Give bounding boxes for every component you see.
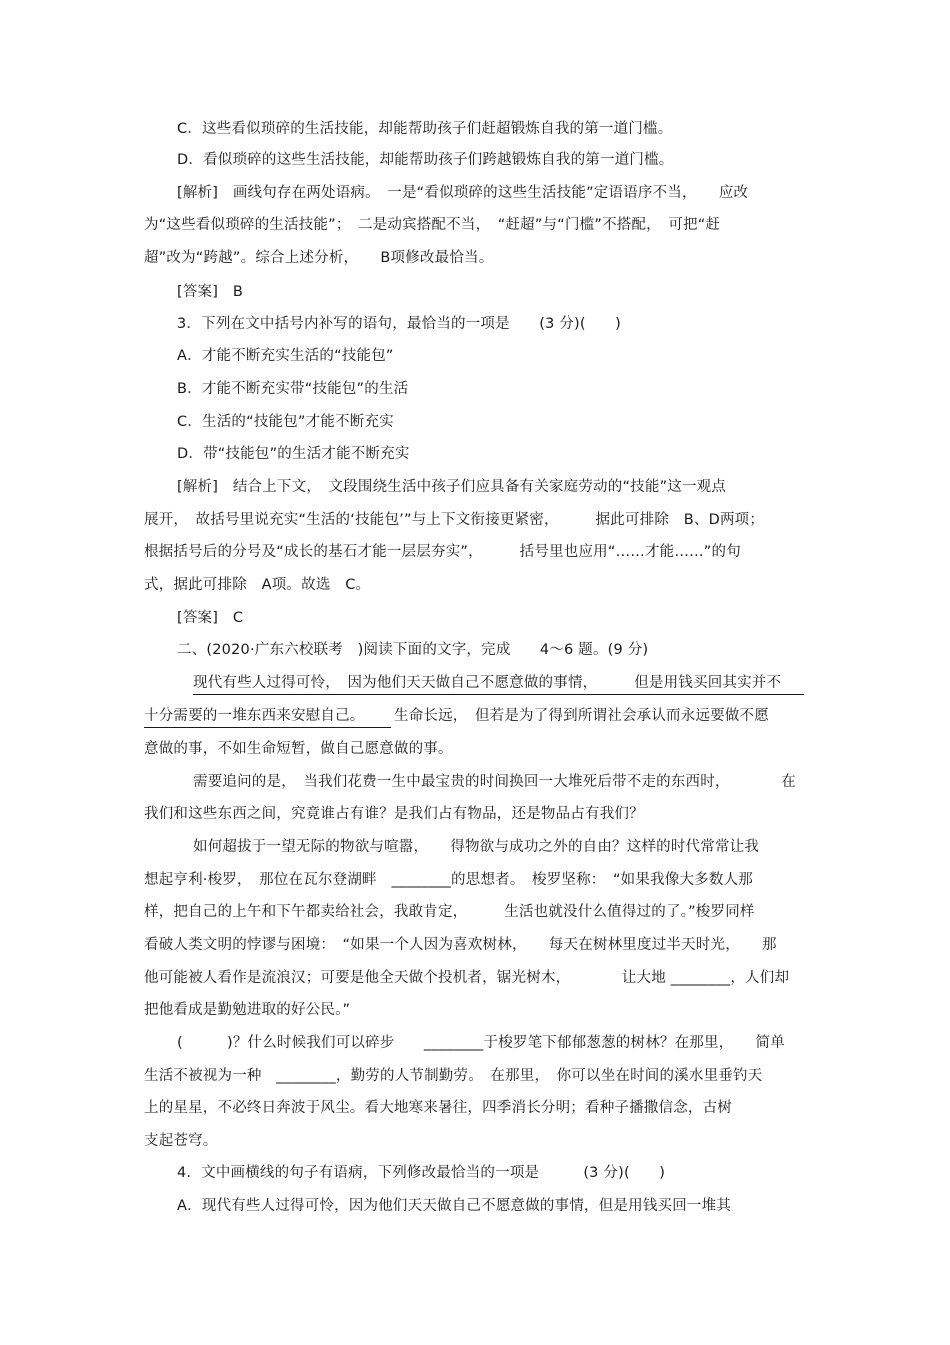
analysis-q3-line-2: 展开， 故括号里说充实“生活的‘技能包’”与上下文衔接更紧密， 据此可排除 B、D两项； (144, 512, 765, 528)
option-b-q3: B．才能不断充实带“技能包”的生活 (177, 381, 409, 397)
question-4: 4．文中画横线的句子有语病，下列修改最恰当的一项是 (3 分)( ) (177, 1165, 666, 1181)
section-2-heading: 二、(2020·广东六校联考 )阅读下面的文字，完成 4～6 题。(9 分) (177, 642, 649, 658)
passage-p3-line-1: 如何超拔于一望无际的物欲与喧嚣， 得物欲与成功之外的自由？这样的时代常常让我 (193, 839, 760, 855)
option-a-q4: A．现代有些人过得可怜，因为他们天天做自己不愿意做的事情，但是用钱买回一堆其 (177, 1198, 732, 1214)
analysis-q3-line-3: 根据括号后的分号及“成长的基石才能一层层夯实”， 括号里也应用“……才能……”的句 (144, 544, 741, 560)
passage-p2-line-2: 我们和这些东西之间，究竟谁占有谁？是我们占有物品，还是物品占有我们？ (144, 806, 644, 822)
option-c-q3: C．生活的“技能包”才能不断充实 (177, 414, 394, 430)
underlined-sentence-line-1: 现代有些人过得可怜， 因为他们天天做自己不愿意做的事情， 但是用钱买回其实并不 (193, 673, 804, 695)
option-a-q3: A．才能不断充实生活的“技能包” (177, 348, 394, 364)
analysis-q2-line-1: [解析] 画线句存在两处语病。 一是“看似琐碎的这些生活技能”定语语序不当， 应改 (177, 185, 749, 201)
passage-p4-line-1: ( )？什么时候我们可以碎步 ________于梭罗笔下郁郁葱葱的树林？在那里， 简单 (177, 1035, 785, 1051)
underlined-sentence-line-2: 十分需要的一堆东西来安慰自己。 (144, 706, 391, 728)
passage-p4-line-4: 支起苍穹。 (144, 1133, 218, 1149)
passage-p3-line-6: 把他看成是勤勉进取的好公民。” (144, 1002, 351, 1018)
option-d-q3: D．带“技能包”的生活才能不断充实 (177, 446, 410, 462)
analysis-q2-line-2: 为“这些看似琐碎的生活技能”； 二是动宾搭配不当， “赶超”与“门槛”不搭配， 可把“赶 (144, 217, 721, 233)
passage-p3-line-3: 样，把自己的上午和下午都卖给社会，我敢肯定， 生活也就没什么值得过的了。”梭罗同样 (144, 904, 755, 920)
passage-p2-line-1: 需要追问的是， 当我们花费一生中最宝贵的时间换回一大堆死后带不走的东西时， 在 (193, 774, 796, 790)
passage-p4-line-3: 上的星星，不必终日奔波于风尘。看大地寒来暑往，四季消长分明；看种子播撒信念，古树 (144, 1100, 732, 1116)
option-d-q2: D．看似琐碎的这些生活技能，却能帮助孩子们跨越锻炼自我的第一道门槛。 (177, 152, 674, 168)
answer-q2: [答案] B (177, 284, 243, 300)
passage-p1-line-2-rest: 生命长远， 但若是为了得到所谓社会承认而永远要做不愿 (394, 708, 769, 724)
answer-q3: [答案] C (177, 610, 244, 626)
analysis-q2-line-3: 超”改为“跨越”。综合上述分析， B项修改最恰当。 (144, 250, 494, 266)
passage-p3-line-4: 看破人类文明的悖谬与困境： “如果一个人因为喜欢树林， 每天在树林里度过半天时光， 那 (144, 937, 777, 953)
analysis-q3-line-1: [解析] 结合上下文， 文段围绕生活中孩子们应具备有关家庭劳动的“技能”这一观点 (177, 479, 727, 495)
passage-p1-line-3: 意做的事，不如生命短暂，做自己愿意做的事。 (144, 741, 453, 757)
passage-p4-line-2: 生活不被视为一种 ________，勤劳的人节制勤劳。 在那里， 你可以坐在时间的溪水里垂钓天 (144, 1068, 763, 1084)
question-3: 3．下列在文中括号内补写的语句，最恰当的一项是 (3 分)( ) (177, 316, 621, 332)
option-c-q2: C．这些看似琐碎的生活技能，却能帮助孩子们赶超锻炼自我的第一道门槛。 (177, 121, 673, 137)
passage-p3-line-2: 想起亨利·梭罗， 那位在瓦尔登湖畔 ________的思想者。 梭罗坚称： “如果我像大多数人那 (144, 872, 753, 888)
passage-p3-line-5: 他可能被人看作是流浪汉；可要是他全天做个投机者，锯光树木， 让大地 ________，人们却 (144, 970, 790, 986)
analysis-q3-line-4: 式，据此可排除 A项。故选 C。 (144, 577, 371, 593)
